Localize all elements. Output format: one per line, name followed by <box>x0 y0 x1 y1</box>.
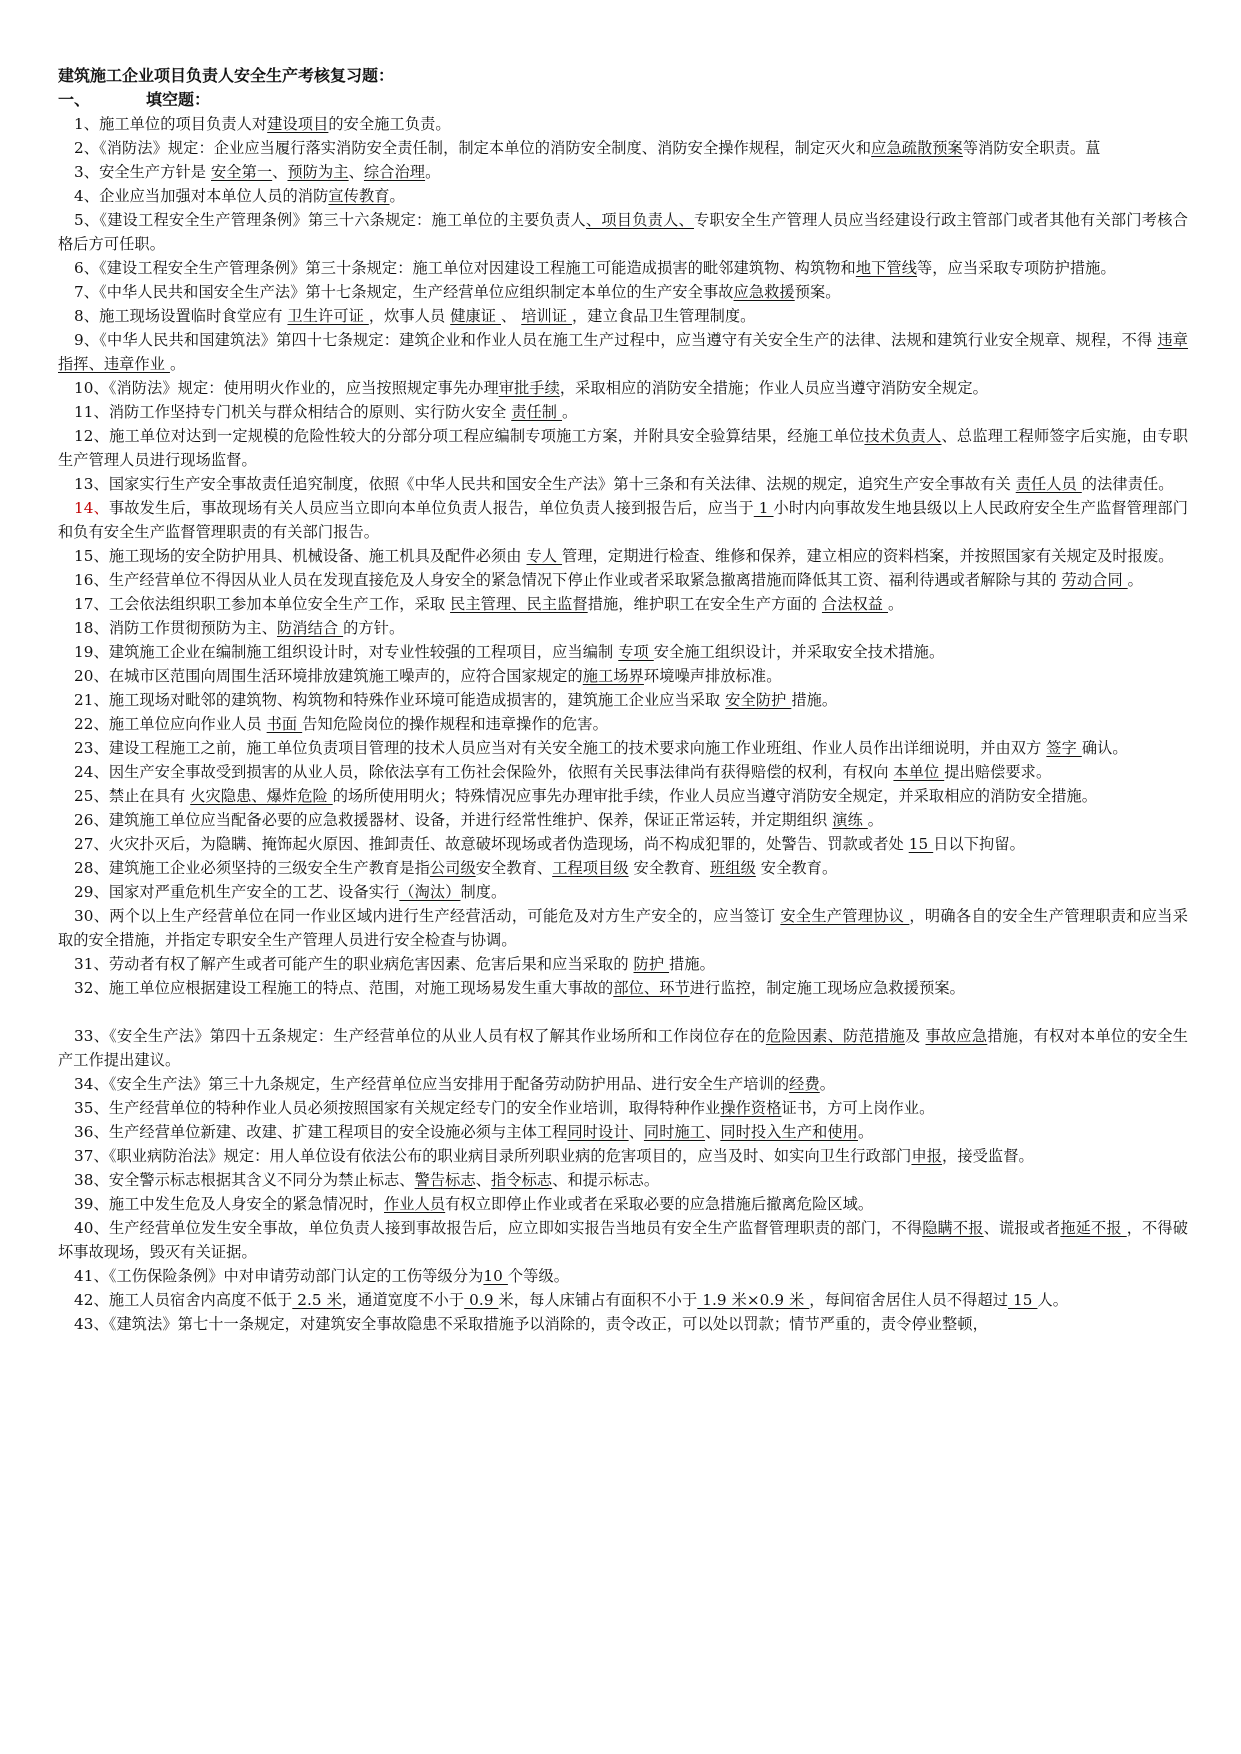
question-number: 7、 <box>74 283 100 301</box>
question-text: 安全生产方针是 <box>99 163 212 181</box>
question-number: 15、 <box>74 547 109 565</box>
question-number: 17、 <box>74 595 109 613</box>
question-text: 生产经营单位不得因从业人员在发现直接危及人身安全的紧急情况下停止作业或者采取紧急撤离措施而降低其工资、福利待遇或者解除与其的 <box>108 571 1062 589</box>
question-number: 39、 <box>74 1195 109 1213</box>
question-item <box>58 856 1188 880</box>
question-text: 《中华人民共和国安全生产法》第十七条规定，生产经营单位应组织制定本单位的生产安全事故 <box>99 283 734 301</box>
question-text: 施工人员宿舍内高度不低于 <box>108 1291 293 1309</box>
answer-blank: 卫生许可证 <box>287 307 369 325</box>
answer-blank: 防消结合 <box>277 619 344 637</box>
answer-blank: 作业人员 <box>384 1195 446 1213</box>
question-text: 安全警示标志根据其含义不同分为禁止标志、 <box>108 1171 415 1189</box>
answer-blank: 地下管线 <box>855 259 917 277</box>
answer-blank: 同时投入生产和使用 <box>720 1123 858 1141</box>
question-number: 24、 <box>74 763 109 781</box>
document-title: 建筑施工企业项目负责人安全生产考核复习题： <box>58 66 395 85</box>
question-item <box>58 688 1188 712</box>
question-text: 措施，有权对本单位的安全生产工作提出建议。 <box>58 1027 1188 1069</box>
question-text: 。 <box>857 1123 874 1141</box>
question-text: 。 <box>169 355 186 373</box>
question-number: 37、 <box>74 1147 109 1165</box>
question-text: ，建立食品卫生管理制度。 <box>572 307 756 325</box>
question-text: 、 <box>475 1171 492 1189</box>
question-text: 措施。 <box>791 691 838 709</box>
answer-blank: 申报 <box>911 1147 943 1165</box>
question-text: 生产经营单位发生安全事故，单位负责人接到事故报告后，应立即如实报告当地员有安全生产监督管理职责的部门，不得 <box>108 1219 923 1237</box>
answer-blank: 指令标志 <box>491 1171 553 1189</box>
answer-blank: 公司级 <box>429 859 476 877</box>
question-text: 《中华人民共和国建筑法》第四十七条规定：建筑企业和作业人员在施工生产过程中，应当遵守有关安全生产的法律、法规和建筑行业安全规章、规程，不得 <box>99 331 1158 349</box>
question-text: 。 <box>1127 571 1143 589</box>
question-number: 26、 <box>74 811 109 829</box>
question-text: 安全施工组织设计，并采取安全技术措施。 <box>653 643 945 661</box>
answer-blank: 专项 <box>618 643 654 661</box>
question-text: 建筑施工单位应当配备必要的应急救援器材、设备，并进行经常性维护、保养，保证正常运转，并定期组织 <box>108 811 833 829</box>
question-number: 19、 <box>74 643 109 661</box>
question-text: 消防工作坚持专门机关与群众相结合的原则、实行防火安全 <box>108 403 512 421</box>
answer-blank: 、项目负责人、 <box>585 211 694 229</box>
answer-blank: 1.9 米×0.9 米 <box>697 1291 810 1309</box>
section-number: 一、 <box>58 90 91 109</box>
question-text: 的安全施工负责。 <box>328 115 451 133</box>
question-item <box>58 280 1188 304</box>
question-number: 36、 <box>74 1123 109 1141</box>
question-text: 、 <box>628 1123 644 1141</box>
question-text: 施工单位应向作业人员 <box>108 715 267 733</box>
question-text: 《消防法》规定：企业应当履行落实消防安全责任制，制定本单位的消防安全制度、消防安全操作规程，制定灭火和 <box>99 139 872 157</box>
question-text: 消防工作贯彻预防为主、 <box>108 619 277 637</box>
question-text: 事故发生后，事故现场有关人员应当立即向本单位负责人报告，单位负责人接到报告后，应当于 <box>108 499 754 517</box>
section-heading <box>58 88 1188 112</box>
question-item <box>58 328 1188 376</box>
question-text: 施工单位对达到一定规模的危险性较大的分部分项工程应编制专项施工方案，并附具安全验算结果，经施工单位 <box>109 427 865 445</box>
answer-blank: 防护 <box>633 955 670 973</box>
question-text: 在城市区范围向周围生活环境排放建筑施工噪声的，应符合国家规定的 <box>108 667 583 685</box>
question-text: 制度。 <box>460 883 507 901</box>
question-item <box>58 376 1188 400</box>
question-text: 、和提示标志。 <box>552 1171 660 1189</box>
question-text: 小时内向事故发生地县级以上人民政府安全生产监督管理部门和负有安全生产监督管理职责的有关部门报告。 <box>58 499 1188 541</box>
question-text: 、 <box>501 307 522 325</box>
answer-blank: 1 <box>753 499 774 517</box>
question-number: 27、 <box>74 835 109 853</box>
question-text: 建设工程施工之前，施工单位负责项目管理的技术人员应当对有关安全施工的技术要求向施工作业班组、作业人员作出详细说明，并由双方 <box>108 739 1047 757</box>
answer-blank: 班组级 <box>710 859 756 877</box>
answer-blank: 部位、环节 <box>613 979 690 997</box>
question-item <box>58 208 1188 256</box>
question-number: 20、 <box>74 667 109 685</box>
question-text: 《消防法》规定：使用明火作业的，应当按照规定事先办理 <box>108 379 499 397</box>
question-item <box>58 904 1188 952</box>
question-text: ，每间宿舍居住人员不得超过 <box>809 1291 1009 1309</box>
question-number: 5、 <box>74 211 100 229</box>
question-text: 的方针。 <box>343 619 405 637</box>
question-number: 30、 <box>74 907 110 925</box>
answer-blank: 危险因素、防范措施 <box>765 1027 905 1045</box>
question-item <box>58 472 1188 496</box>
question-item <box>58 592 1188 616</box>
answer-blank: 书面 <box>266 715 303 733</box>
answer-blank: 劳动合同 <box>1061 571 1128 589</box>
answer-blank: 应急疏散预案 <box>871 139 963 157</box>
question-text: 国家对严重危机生产安全的工艺、设备实行 <box>108 883 400 901</box>
question-text: 《职业病防治法》规定：用人单位设有依法公布的职业病目录所列职业病的危害项目的，应当及时、如实向卫生行政部门 <box>108 1147 912 1165</box>
question-number: 40、 <box>74 1219 109 1237</box>
question-number: 18、 <box>74 619 109 637</box>
question-item <box>58 1288 1188 1312</box>
question-number: 41、 <box>74 1267 109 1285</box>
question-text: 《建设工程安全生产管理条例》第三十六条规定：施工单位的主要负责人 <box>99 211 586 229</box>
question-item <box>58 976 1188 1000</box>
question-number: 32、 <box>74 979 109 997</box>
answer-blank: 责任制 <box>511 403 563 421</box>
question-number: 42、 <box>74 1291 109 1309</box>
question-number: 31、 <box>74 955 109 973</box>
question-item <box>58 1168 1188 1192</box>
answer-blank: 拖延不报 <box>1060 1219 1127 1237</box>
question-text: 措施，维护职工在安全生产方面的 <box>587 595 822 613</box>
question-number: 1、 <box>74 115 100 133</box>
answer-blank: 安全第一 <box>211 163 273 181</box>
question-number: 34、 <box>74 1075 109 1093</box>
question-text: 建筑施工企业必须坚持的三级安全生产教育是指 <box>108 859 430 877</box>
question-item <box>58 640 1188 664</box>
question-text: 施工单位应根据建设工程施工的特点、范围，对施工现场易发生重大事故的 <box>108 979 614 997</box>
question-text: 提出赔偿要求。 <box>944 763 1052 781</box>
question-text: 劳动者有权了解产生或者可能产生的职业病危害因素、危害后果和应当采取的 <box>108 955 634 973</box>
answer-blank: 2.5 米 <box>292 1291 342 1309</box>
question-text: 《工伤保险条例》中对申请劳动部门认定的工伤等级分为 <box>108 1267 484 1285</box>
question-text: 。 <box>888 595 904 613</box>
question-item <box>58 544 1188 568</box>
question-item <box>58 712 1188 736</box>
question-item <box>58 1096 1188 1120</box>
question-text: 管理，定期进行检查、维修和保养，建立相应的资料档案，并按照国家有关规定及时报废。 <box>562 547 1174 565</box>
question-number: 28、 <box>74 859 109 877</box>
question-number: 22、 <box>74 715 109 733</box>
answer-blank: 安全防护 <box>725 691 792 709</box>
answer-blank: 15 <box>908 835 934 853</box>
answer-blank: 合法权益 <box>821 595 889 613</box>
question-item <box>58 616 1188 640</box>
answer-blank: 培训证 <box>521 307 573 325</box>
question-text: 。 <box>819 1075 836 1093</box>
question-text: 安全教育、 <box>628 859 710 877</box>
question-text: 工会依法组织职工参加本单位安全生产工作，采取 <box>108 595 451 613</box>
answer-blank: 同时施工 <box>643 1123 706 1141</box>
question-item <box>58 832 1188 856</box>
question-text: 个等级。 <box>507 1267 570 1285</box>
question-number: 23、 <box>74 739 109 757</box>
question-text: 安全教育。 <box>755 859 838 877</box>
answer-blank: 审批手续 <box>498 379 560 397</box>
question-text: 、谎报或者 <box>983 1219 1061 1237</box>
question-number: 8、 <box>74 307 100 325</box>
answer-blank: 安全生产管理协议 <box>780 907 910 925</box>
question-item <box>58 1024 1188 1072</box>
question-text: 预案。 <box>794 283 841 301</box>
question-text: 施工单位的项目负责人对 <box>99 115 268 133</box>
question-item <box>58 1144 1188 1168</box>
question-text: 告知危险岗位的操作规程和违章操作的危害。 <box>302 715 608 733</box>
answer-blank: 技术负责人 <box>864 427 942 445</box>
question-number: 11、 <box>74 403 109 421</box>
question-text: 人。 <box>1037 1291 1069 1309</box>
answer-blank: 警告标志 <box>414 1171 476 1189</box>
question-number: 16、 <box>74 571 109 589</box>
question-item <box>58 1192 1188 1216</box>
question-item <box>58 664 1188 688</box>
question-text: 《安全生产法》第四十五条规定：生产经营单位的从业人员有权了解其作业场所和工作岗位存在的 <box>109 1027 766 1045</box>
answer-blank: 10 <box>483 1267 508 1285</box>
question-text: 专职安全生产管理人员应当经建设行政主管部门或者其他有关部门考核合格后方可任职。 <box>58 211 1188 253</box>
question-item <box>58 160 1188 184</box>
question-text: 施工现场设置临时食堂应有 <box>99 307 288 325</box>
question-item <box>58 760 1188 784</box>
answer-blank: 施工场界 <box>582 667 644 685</box>
question-text: 、 <box>348 163 364 181</box>
answer-blank: 签字 <box>1046 739 1082 757</box>
question-text: ，采取相应的消防安全措施；作业人员应当遵守消防安全规定。 <box>559 379 988 397</box>
answer-blank: 火灾隐患、爆炸危险 <box>190 787 333 805</box>
answer-blank: 专人 <box>526 547 563 565</box>
question-text: 。 <box>425 163 441 181</box>
answer-blank: 隐瞒不报 <box>922 1219 984 1237</box>
answer-blank: 演练 <box>832 811 868 829</box>
question-text: 生产经营单位的特种作业人员必须按照国家有关规定经专门的安全作业培训，取得特种作业 <box>108 1099 721 1117</box>
question-number: 13、 <box>74 475 109 493</box>
question-text: 火灾扑灭后，为隐瞒、掩饰起火原因、推卸责任、故意破坏现场或者伪造现场，尚不构成犯罪的，处警告、罚款或者处 <box>108 835 909 853</box>
question-text: 《建设工程安全生产管理条例》第三十条规定：施工单位对因建设工程施工可能造成损害的毗邻建筑物、构筑物和 <box>99 259 856 277</box>
question-number: 3、 <box>74 163 100 181</box>
question-text: 日以下拘留。 <box>933 835 1025 853</box>
question-text: 两个以上生产经营单位在同一作业区域内进行生产经营活动，可能危及对方生产安全的，应当签订 <box>109 907 781 925</box>
question-number: 29、 <box>74 883 109 901</box>
question-number: 25、 <box>74 787 109 805</box>
question-text: 。 <box>562 403 578 421</box>
question-text: 生产经营单位新建、改建、扩建工程项目的安全设施必须与主体工程 <box>108 1123 568 1141</box>
question-text: 有权立即停止作业或者在采取必要的应急措施后撤离危险区域。 <box>445 1195 874 1213</box>
question-item <box>58 1312 1188 1336</box>
question-number: 14、 <box>74 499 109 517</box>
question-item <box>58 1120 1188 1144</box>
answer-blank: 工程项目级 <box>552 859 629 877</box>
question-number: 6、 <box>74 259 100 277</box>
answer-blank: 事故应急 <box>925 1027 988 1045</box>
question-text: 因生产安全事故受到损害的从业人员，除依法享有工伤社会保险外，依照有关民事法律尚有获得赔偿的权利，有权向 <box>108 763 894 781</box>
question-text: ，明确各自的安全生产管理职责和应当采取的安全措施，并指定专职安全生产管理人员进行安全检查与协调。 <box>58 907 1188 949</box>
question-item <box>58 1072 1188 1096</box>
question-number: 38、 <box>74 1171 109 1189</box>
answer-blank: 15 <box>1008 1291 1038 1309</box>
answer-blank: 宣传教育 <box>328 187 390 205</box>
question-number: 12、 <box>74 427 110 445</box>
answer-blank: 违章指挥、违章作业 <box>58 331 1189 373</box>
question-item <box>58 496 1188 544</box>
question-text: ，炊事人员 <box>368 307 451 325</box>
section-label: 填空题： <box>146 90 211 109</box>
answer-blank: 同时设计 <box>567 1123 629 1141</box>
question-text: 国家实行生产安全事故责任追究制度，依照《中华人民共和国安全生产法》第十三条和有关法律、法规的规定，追究生产安全事故有关 <box>108 475 1016 493</box>
question-number: 43、 <box>74 1315 109 1333</box>
answer-blank: 民主管理、民主监督 <box>450 595 588 613</box>
question-text: 。 <box>867 811 884 829</box>
question-text: 建筑施工企业在编制施工组织设计时，对专业性较强的工程项目，应当编制 <box>108 643 619 661</box>
question-text: 环境噪声排放标准。 <box>643 667 782 685</box>
question-text: 施工现场对毗邻的建筑物、构筑物和特殊作业环境可能造成损害的，建筑施工企业应当采取 <box>108 691 726 709</box>
answer-blank: 经费 <box>789 1075 820 1093</box>
question-text: 米，每人床铺占有面积不小于 <box>498 1291 698 1309</box>
question-text: 安全教育、 <box>475 859 553 877</box>
question-text: 措施。 <box>669 955 715 973</box>
question-text: 、 <box>272 163 288 181</box>
question-text: 、 <box>705 1123 721 1141</box>
question-text: 、总监理工程师签字后实施，由专职生产管理人员进行现场监督。 <box>58 427 1188 469</box>
question-item <box>58 808 1188 832</box>
question-item <box>58 880 1188 904</box>
question-item <box>58 1264 1188 1288</box>
question-number: 4、 <box>74 187 100 205</box>
question-item <box>58 736 1188 760</box>
question-item <box>58 568 1188 592</box>
question-number: 21、 <box>74 691 109 709</box>
question-number: 9、 <box>74 331 100 349</box>
question-number: 35、 <box>74 1099 109 1117</box>
answer-blank: 健康证 <box>450 307 501 325</box>
question-number: 33、 <box>74 1027 110 1045</box>
answer-blank: 0.9 <box>464 1291 499 1309</box>
question-text: 证书，方可上岗作业。 <box>781 1099 935 1117</box>
question-number: 10、 <box>74 379 109 397</box>
question-item <box>58 424 1188 472</box>
question-item <box>58 952 1188 976</box>
document-page <box>58 64 1188 1336</box>
answer-blank: 应急救援 <box>733 283 795 301</box>
question-item <box>58 256 1188 280</box>
question-text: 等，应当采取专项防护措施。 <box>917 259 1116 277</box>
question-text: 。 <box>389 187 405 205</box>
question-item <box>58 784 1188 808</box>
question-item <box>58 136 1188 160</box>
answer-blank: 建设项目 <box>267 115 329 133</box>
question-text: 《安全生产法》第三十九条规定，生产经营单位应当安排用于配备劳动防护用品、进行安全生产培训的 <box>108 1075 790 1093</box>
answer-blank: 综合治理 <box>363 163 426 181</box>
question-item <box>58 184 1188 208</box>
question-text: 进行监控，制定施工现场应急救援预案。 <box>689 979 965 997</box>
question-text: 的场所使用明火；特殊情况应事先办理审批手续，作业人员应当遵守消防安全规定，并采取相应的消防安全措施。 <box>332 787 1098 805</box>
question-text: 及 <box>904 1027 926 1045</box>
question-text: 《建筑法》第七十一条规定，对建筑安全事故隐患不采取措施予以消除的，责令改正，可以处以罚款；情节严重的，责令停业整顿， <box>108 1315 988 1333</box>
question-text: 企业应当加强对本单位人员的消防 <box>99 187 329 205</box>
answer-blank: 操作资格 <box>720 1099 782 1117</box>
question-text: 确认。 <box>1081 739 1128 757</box>
question-text: 的法律责任。 <box>1081 475 1174 493</box>
answer-blank: 本单位 <box>893 763 945 781</box>
answer-blank: 预防为主 <box>287 163 349 181</box>
question-text: 施工现场的安全防护用具、机械设备、施工机具及配件必须由 <box>108 547 527 565</box>
answer-blank: （淘汰） <box>399 883 461 901</box>
question-item <box>58 304 1188 328</box>
question-text: 禁止在具有 <box>108 787 191 805</box>
question-text: 施工中发生危及人身安全的紧急情况时， <box>108 1195 385 1213</box>
question-text: ，不得破坏事故现场，毁灭有关证据。 <box>58 1219 1189 1261</box>
question-text: ，通道宽度不小于 <box>341 1291 465 1309</box>
question-item <box>58 112 1188 136</box>
question-item <box>58 1216 1188 1264</box>
question-text: 等消防安全职责。蒀 <box>962 139 1101 157</box>
answer-blank: 责任人员 <box>1015 475 1082 493</box>
question-text: ，接受监督。 <box>942 1147 1034 1165</box>
question-number: 2、 <box>74 139 100 157</box>
question-item <box>58 400 1188 424</box>
question-list <box>58 112 1188 1336</box>
